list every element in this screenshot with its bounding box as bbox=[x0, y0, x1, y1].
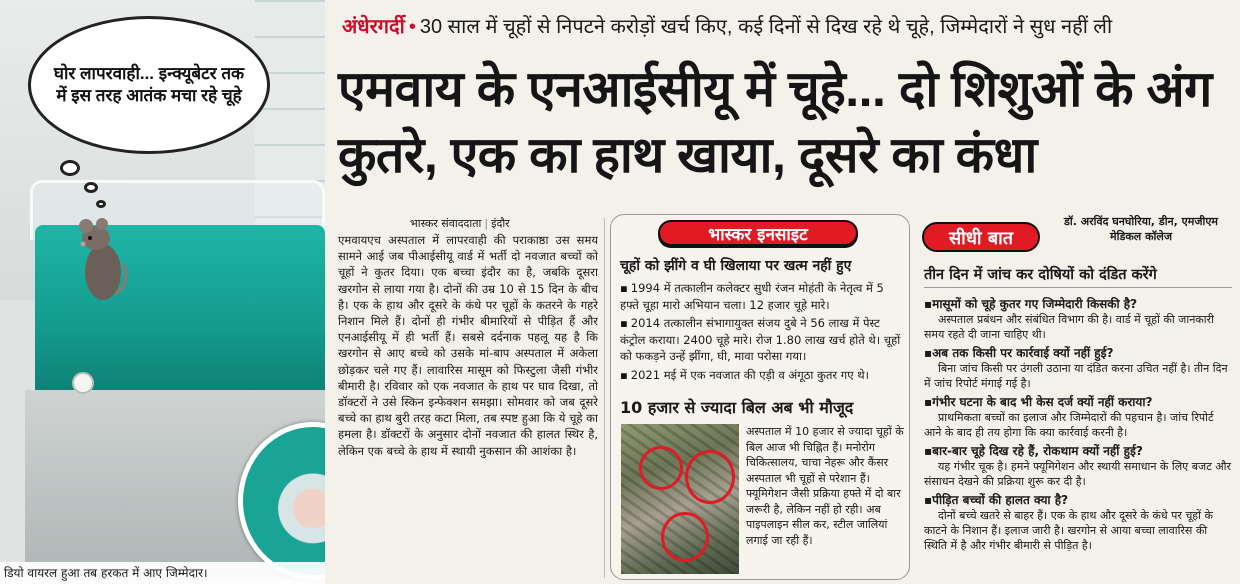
qa-answer: अस्पताल प्रबंधन और संबंधित विभाग की है। वार्ड में चूहों की जानकारी समय रहते दी जाना चाहिए थी। bbox=[924, 313, 1214, 341]
qa-answer: यह गंभीर चूक है। हमने फ्यूमिगेशन और स्थायी समाधान के लिए बजट और संसाधन देखने की प्रक्रिया शुरू कर दी है। bbox=[924, 460, 1231, 488]
bubble-text: घोर लापरवाही... इन्क्यूबेटर तक में इस तरह आतंक मचा रहे चूहे bbox=[53, 63, 245, 105]
qa-answer: दोनों बच्चे खतरे से बाहर हैं। एक के हाथ और दूसरे के कंधे पर चूहों के काटने के निशान हैं। इलाज जारी है। खरगोन से आया बच्चा लावारिस की स्थिति में है और गंभीर बीमारी से पीड़ित है। bbox=[924, 509, 1213, 552]
insight-badge: भास्कर इनसाइट bbox=[658, 220, 858, 246]
rat-icon bbox=[72, 214, 134, 302]
highlight-circle bbox=[661, 512, 709, 562]
insight-heading: चूहों को झींगे व घी खिलाया पर खत्म नहीं हुए bbox=[620, 258, 852, 274]
qa-item bbox=[924, 394, 1232, 440]
byline-city: इंदौर bbox=[491, 217, 510, 230]
bubble-tail-dot bbox=[84, 182, 98, 193]
insight-item: ▪ 2014 तत्कालीन संभागायुक्त संजय दुबे ने 56 लाख में पेस्ट कंट्रोल कराया। 2400 चूहे मारे। रोज 1.80 लाख खर्च होते थे। चूहों को फकड़ने उन्हें झींगा, घी, मावा परोसा गया। bbox=[620, 315, 904, 365]
qa-item bbox=[924, 345, 1232, 391]
qa-item bbox=[924, 296, 1232, 342]
bubble-tail-dot bbox=[96, 200, 106, 208]
insight-list bbox=[620, 280, 904, 385]
highlight-circle bbox=[639, 446, 683, 490]
kicker bbox=[342, 12, 1232, 39]
insight-item: ▪ 2021 मई में एक नवजात की एड़ी व अंगूठा कुतर गए थे। bbox=[620, 367, 904, 384]
byline-author: भास्कर संवाददाता bbox=[410, 217, 482, 230]
qa-list bbox=[924, 296, 1232, 580]
qa-item bbox=[924, 492, 1232, 553]
qa-person: डॉ. अरविंद घनघोरिया, डीन, एमजीएम मेडिकल कॉलेज bbox=[1063, 215, 1218, 243]
qa-heading: तीन दिन में जांच कर दोषियों को दंडित करेंगे bbox=[924, 267, 1157, 283]
insight-subtext: अस्पताल में 10 हजार से ज्यादा चूहों के बिल आज भी चिह्नित हैं। मनोरोग चिकित्सालय, चाचा नेहरू और कैंसर अस्पताल भी चूहों से परेशान हैं। फ्यूमिगेशन जैसी प्रक्रिया हफ्ते में दो बार जरूरी है, लेकिन नहीं हो रही। अब पाइपलाइन सील कर, स्टील जालियां लगाई जा रही हैं। bbox=[746, 425, 904, 547]
qa-question: ▪ अब तक किसी पर कार्रवाई क्यों नहीं हुई? bbox=[924, 345, 1232, 361]
qa-question: ▪ मासूमों को चूहे कुतर गए जिम्मेदारी किसकी है? bbox=[924, 296, 1232, 312]
speech-bubble bbox=[28, 16, 270, 154]
kicker-text: 30 साल में चूहों से निपटने करोड़ों खर्च किए, कई दिनों से दिख रहे थे चूहे, जिम्मेदारों ने सुध नहीं ली bbox=[419, 16, 1113, 38]
insight-subheading: 10 हजार से ज्यादा बिल अब भी मौजूद bbox=[620, 398, 854, 417]
incubator-knob bbox=[72, 372, 94, 394]
qa-divider bbox=[924, 287, 1232, 288]
rat-holes-photo bbox=[621, 424, 739, 574]
highlight-circle bbox=[685, 450, 735, 504]
kicker-tag: अंधेरगर्दी bbox=[342, 16, 405, 38]
byline-separator: | bbox=[484, 217, 489, 230]
qa-answer: बिना जांच किसी पर उंगली उठाना या दंडित करना उचित नहीं है। तीन दिन में जांच रिपोर्ट मंगाई गई है। bbox=[924, 362, 1228, 390]
qa-answer: प्राथमिकता बच्चों का इलाज और जिम्मेदारों की पहचान है। जांच रिपोर्ट आने के बाद ही तय होगा कि क्या कार्रवाई करनी है। bbox=[924, 411, 1214, 439]
qa-question: ▪ पीड़ित बच्चों की हालत क्या है? bbox=[924, 492, 1232, 508]
qa-badge: सीधी बात bbox=[922, 222, 1040, 252]
insight-item: ▪ 1994 में तत्कालीन कलेक्टर सुधी रंजन मोहंती के नेतृत्व में 5 हफ्ते चूहा मारो अभियान चला। 12 हजार चूहे मारे। bbox=[620, 280, 904, 313]
news-photo bbox=[0, 0, 325, 584]
qa-question: ▪ बार-बार चूहे दिख रहे हैं, रोकथाम क्यों नहीं हुई? bbox=[924, 443, 1232, 459]
bullet-icon: • bbox=[408, 16, 416, 38]
photo-caption: डियो वायरल हुआ तब हरकत में आए जिम्मेदार। bbox=[0, 562, 325, 584]
headline: एमवाय के एनआईसीयू में चूहे... दो शिशुओं के अंग कुतरे, एक का हाथ खाया, दूसरे का कंधा bbox=[338, 61, 1212, 183]
qa-question: ▪ गंभीर घटना के बाद भी केस दर्ज क्यों नहीं कराया? bbox=[924, 394, 1232, 410]
qa-item bbox=[924, 443, 1232, 489]
bubble-tail-dot bbox=[60, 160, 80, 176]
byline bbox=[410, 216, 510, 231]
article-body: एमवायएच अस्पताल में लापरवाही की पराकाष्ठा उस समय सामने आई जब पीआईसीयू वार्ड में भर्ती दो नवजात बच्चों को चूहों ने कुतर दिया। एक बच्चा इंदौर का है, जबकि दूसरा खरगोन से लाया गया है। दोनों की उम्र 10 से 15 दिन के बीच है। एक के हाथ और दूसरे के कंधे पर चूहों के कतरने के गहरे निशान मिले हैं। दोनों ही गंभीर बीमारियों से पीड़ित हैं और एनआईसीयू में ही भर्ती हैं। सबसे दर्दनाक पहलू यह है कि खरगोन से आए बच्चे को उसके मां-बाप अस्पताल में अकेला छोड़कर चले गए हैं। लावारिस मासूम को फिस्टुला जैसी गंभीर बीमारी है। रविवार को एक नवजात के हाथ पर घाव दिखा, तो डॉक्टरों ने उसे स्किन इन्फेक्शन समझा। सोमवार को जब दूसरे बच्चे का हाथ बुरी तरह कटा मिला, तब स्पष्ट हुआ कि ये चूहे का हमला है। डॉक्टरों के अनुसार दोनों नवजात की हालत स्थिर है, लेकिन एक बच्चे के हाथ में स्थायी नुकसान की आशंका है। bbox=[338, 233, 598, 458]
column-divider bbox=[604, 218, 605, 578]
